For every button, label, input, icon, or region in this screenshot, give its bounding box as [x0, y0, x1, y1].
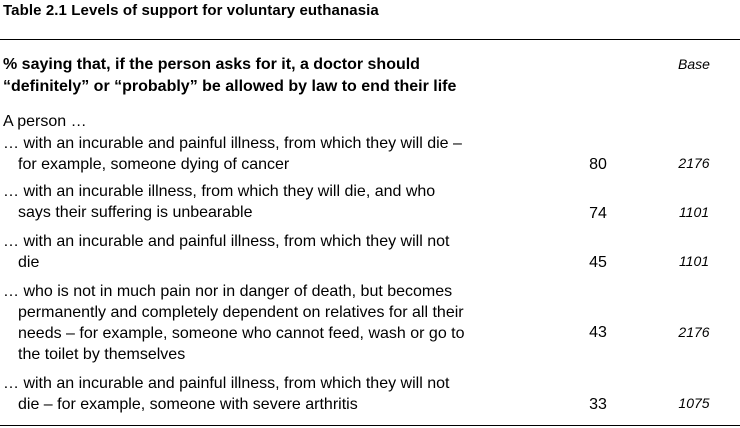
base-value: 1101	[678, 253, 710, 269]
row-line: … with an incurable and painful illness, from which they will die –	[3, 135, 462, 152]
row-line: … with an incurable and painful illness, from which they will not	[3, 233, 450, 250]
row-line: permanently and completely dependent on relatives for all their	[18, 304, 464, 321]
percent-value: 80	[589, 156, 607, 173]
row-line: … with an incurable illness, from which they will die, and who	[3, 183, 436, 200]
column-heading	[3, 54, 563, 98]
percent-value: 43	[589, 324, 607, 341]
row-description	[3, 133, 563, 175]
intro-text: A person …	[3, 113, 87, 130]
row-description	[3, 231, 563, 273]
row-line: the toilet by themselves	[18, 346, 186, 363]
row-description	[3, 281, 563, 365]
base-value: 1101	[678, 204, 710, 220]
row-line: needs – for example, someone who cannot feed, wash or go to	[18, 325, 465, 342]
base-value: 2176	[678, 324, 710, 340]
row-line: for example, someone dying of cancer	[18, 156, 290, 173]
percent-value: 45	[589, 254, 607, 271]
base-value: 1075	[678, 395, 710, 411]
row-line: die	[18, 254, 40, 271]
row-description	[3, 181, 563, 223]
top-rule	[0, 39, 740, 40]
percent-value: 33	[589, 396, 607, 413]
column-heading-line-1: % saying that, if the person asks for it, a doctor should	[3, 56, 420, 73]
base-value: 2176	[678, 155, 710, 171]
base-column-heading: Base	[678, 56, 710, 72]
percent-value: 74	[589, 205, 607, 222]
row-line: die – for example, someone with severe arthritis	[18, 396, 358, 413]
table-title: Table 2.1 Levels of support for voluntary euthanasia	[3, 2, 379, 19]
row-description	[3, 373, 563, 415]
bottom-rule	[0, 425, 740, 426]
row-line: … with an incurable and painful illness, from which they will not	[3, 375, 450, 392]
row-line: … who is not in much pain nor in danger of death, but becomes	[3, 283, 453, 300]
column-heading-line-2: “definitely” or “probably” be allowed by law to end their life	[3, 78, 457, 95]
row-line: says their suffering is unbearable	[18, 204, 253, 221]
